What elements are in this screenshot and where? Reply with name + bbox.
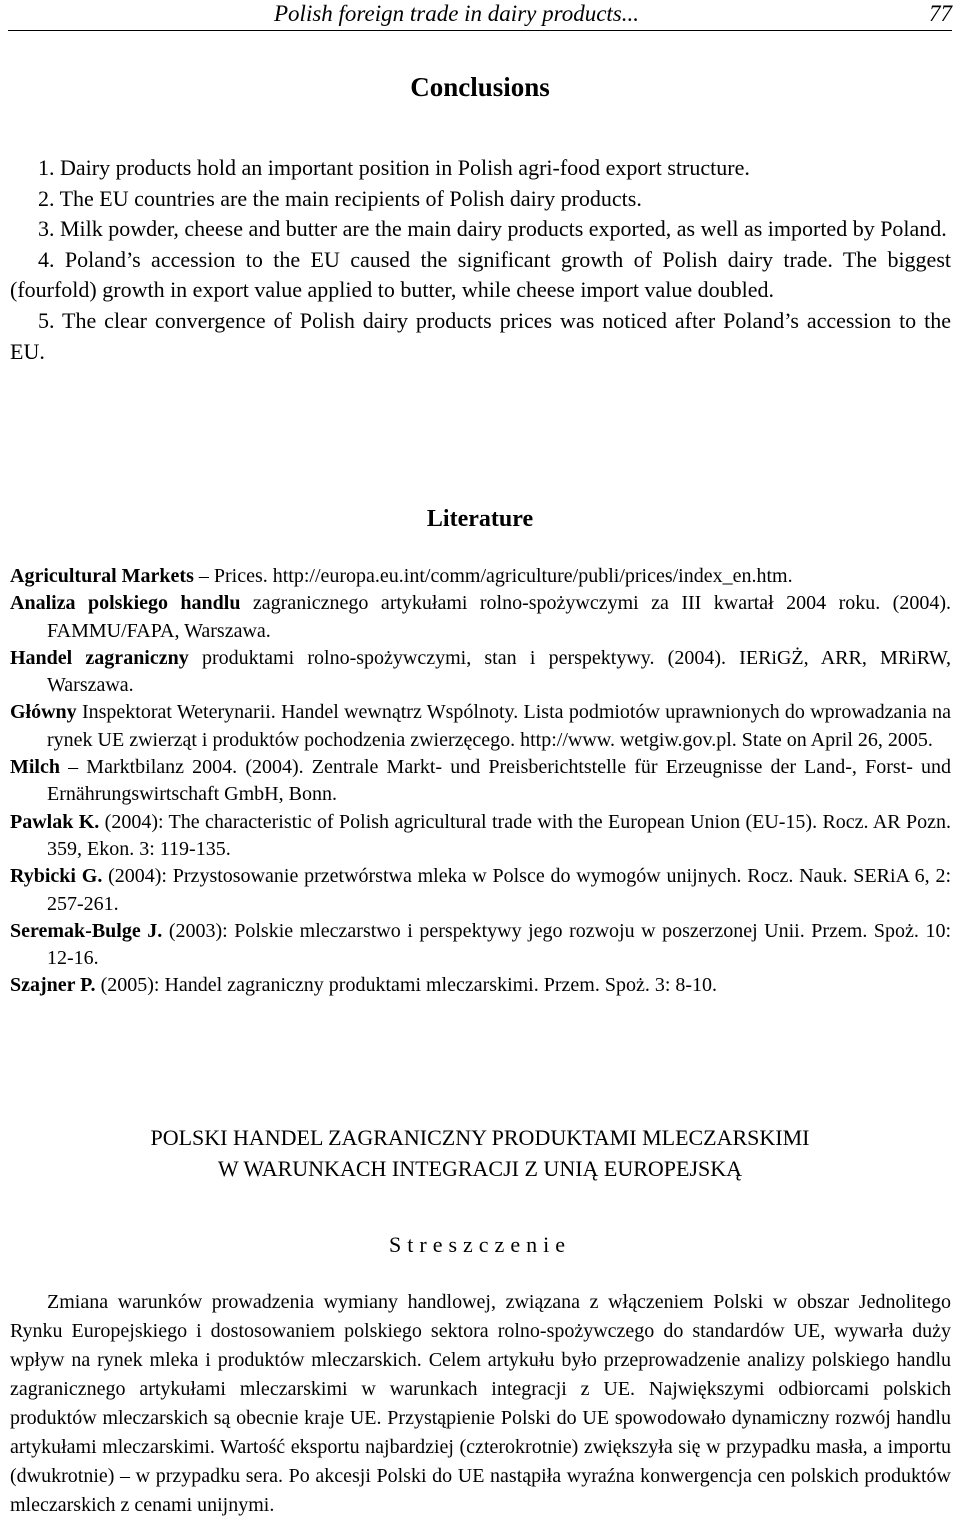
reference-text: (2003): Polskie mleczarstwo i perspektywy jego rozwoju w poszerzonej Unii. Przem. Spoż. 10: 12-16. — [47, 919, 951, 970]
reference-entry — [10, 918, 951, 973]
reference-author: Główny — [10, 701, 77, 724]
conclusion-item-5: 5. The clear convergence of Polish dairy products prices was noticed after Poland’s accession to the EU. — [10, 307, 951, 364]
reference-entry — [10, 754, 951, 809]
page-number: 77 — [929, 1, 952, 26]
reference-text: (2005): Handel zagraniczny produktami mleczarskimi. Przem. Spoż. 3: 8-10. — [95, 974, 718, 997]
conclusions-heading: Conclusions — [410, 72, 550, 102]
reference-entry — [10, 590, 951, 645]
polish-title-line-2: W WARUNKACH INTEGRACJI Z UNIĄ EUROPEJSKĄ — [217, 1156, 743, 1181]
reference-entry — [10, 863, 951, 918]
reference-text: Inspektorat Weterynarii. Handel wewnątrz Wspólnoty. Lista podmiotów uprawnionych do wprowadzania na rynek UE zwierząt i produktów pochodzenia zwierzęcego. http://www. wetgiw.gov.pl. State on April 26, 2005. — [47, 701, 951, 751]
reference-text: – Prices. http://europa.eu.int/comm/agriculture/publi/prices/index_en.htm. — [193, 565, 793, 587]
reference-author: Agricultural Markets — [10, 565, 194, 587]
conclusions-list — [10, 153, 951, 367]
summary-paragraph: Zmiana warunków prowadzenia wymiany handlowej, związana z włączeniem Polski w obszar Jednolitego Rynku Europejskiego i dostosowaniem polskiego sektora rolno-spożywczego do standardów UE, wywarła duży wpływ na rynek mleka i produktów mleczarskich. Celem artykułu było przeprowadzenie analizy polskiego handlu zagranicznego artykułami mleczarskimi w warunkach integracji z UE. Największymi odbiorcami polskich produktów mleczarskich są obecnie kraje UE. Przystąpienie Polski do UE spowodowało dynamiczny rozwój handlu artykułami mleczarskimi. Wartość eksportu najbardziej (czterokrotnie) zwiększyła się w przypadku masła, a importu (dwukrotnie) – w przypadku sera. Po akcesji Polski do UE nastąpiła wyraźna konwergencja cen polskich produktów mleczarskich z cenami unijnymi. — [10, 1291, 951, 1516]
reference-entry — [10, 645, 951, 700]
reference-text: produktami rolno-spożywczymi, stan i perspektywy. (2004). IERiGŻ, ARR, MRiRW, Warszawa. — [47, 646, 951, 697]
reference-text: (2004): Przystosowanie przetwórstwa mleka w Polsce do wymogów unijnych. Rocz. Nauk. SERiA 6, 2: 257-261. — [47, 865, 951, 915]
running-head — [8, 0, 952, 31]
reference-author: Szajner P. — [10, 974, 96, 997]
reference-entry — [10, 809, 951, 864]
reference-entry — [10, 972, 951, 999]
reference-entry — [10, 699, 951, 754]
polish-title — [0, 1122, 960, 1184]
conclusion-item-1: 1. Dairy products hold an important position in Polish agri-food export structure. — [38, 155, 750, 180]
reference-text: – Marktbilanz 2004. (2004). Zentrale Markt- und Preisberichtstelle für Erzeugnisse der Land-, Forst- und Ernährungswirtschaft GmbH, Bonn. — [47, 756, 951, 806]
reference-entry — [10, 563, 951, 590]
reference-author: Milch — [10, 756, 60, 779]
conclusion-item-2: 2. The EU countries are the main recipients of Polish dairy products. — [38, 185, 642, 211]
reference-author: Seremak-Bulge J. — [10, 919, 163, 942]
conclusion-item-4: 4. Poland’s accession to the EU caused the significant growth of Polish dairy trade. The biggest (fourfold) growth in export value applied to butter, while cheese import value doubled. — [10, 246, 951, 303]
reference-author: Pawlak K. — [10, 810, 100, 833]
reference-text: (2004): The characteristic of Polish agricultural trade with the European Union (EU-15). Rocz. AR Pozn. 359, Ekon. 3: 119-135. — [47, 810, 951, 860]
reference-list — [10, 563, 951, 1000]
summary-heading: Streszczenie — [389, 1232, 571, 1257]
running-title: Polish foreign trade in dairy products... — [274, 1, 640, 26]
conclusion-item-3: 3. Milk powder, cheese and butter are the main dairy products exported, as well as imported by Poland. — [38, 216, 947, 242]
polish-title-line-1: POLSKI HANDEL ZAGRANICZNY PRODUKTAMI MLECZARSKIMI — [150, 1125, 810, 1150]
reference-author: Handel zagraniczny — [10, 646, 189, 669]
reference-text: zagranicznego artykułami rolno-spożywczymi za III kwartał 2004 roku. (2004). FAMMU/FAPA, Warszawa. — [47, 592, 951, 642]
reference-author: Analiza polskiego handlu — [10, 592, 241, 615]
reference-author: Rybicki G. — [10, 865, 103, 888]
literature-heading: Literature — [426, 506, 534, 532]
